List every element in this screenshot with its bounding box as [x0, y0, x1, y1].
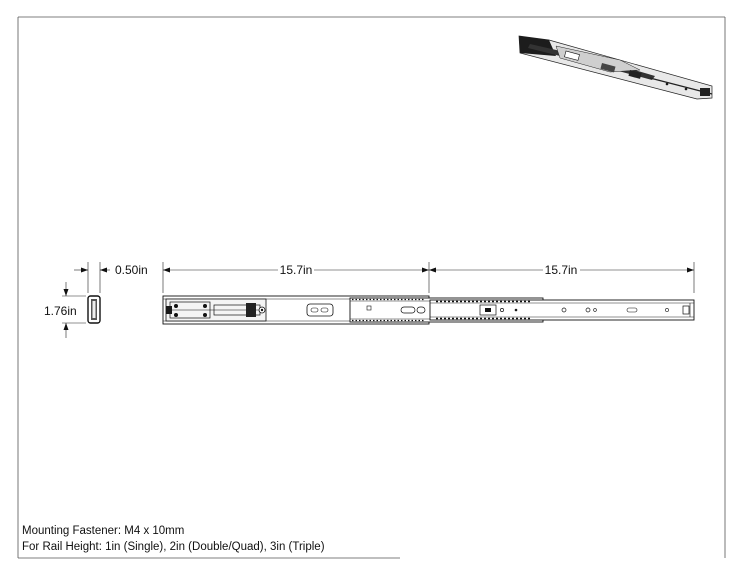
height-label: 1.76in [44, 304, 77, 318]
notes-block [22, 525, 325, 553]
thickness-label: 0.50in [115, 263, 148, 277]
fastener-note: Mounting Fastener: M4 x 10mm [22, 525, 185, 537]
extension-dimension [429, 262, 694, 293]
closed-length-dimension [163, 262, 429, 293]
thickness-dimension [74, 262, 148, 293]
side-view [163, 296, 694, 324]
rail-height-note: For Rail Height: 1in (Single), 2in (Double/Quad), 3in (Triple) [22, 541, 325, 553]
closed-length-label: 15.7in [279, 263, 313, 277]
height-dimension [44, 282, 86, 338]
extension-label: 15.7in [544, 263, 578, 277]
isometric-view [519, 36, 712, 99]
end-view [88, 296, 100, 323]
sheet-border [18, 17, 725, 558]
